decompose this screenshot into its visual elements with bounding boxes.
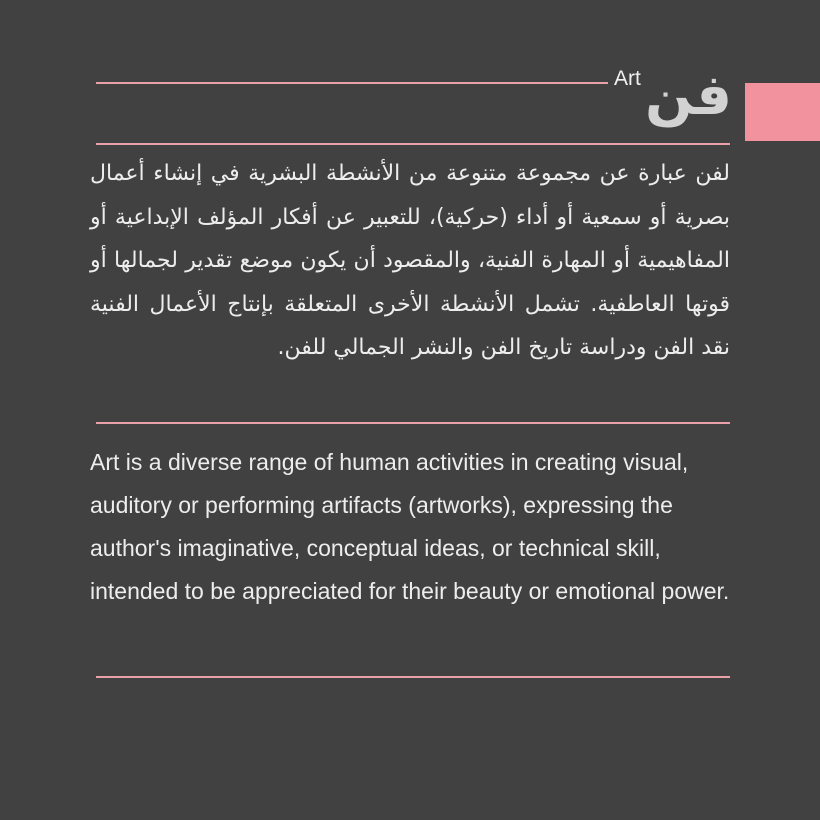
top-divider <box>96 82 608 84</box>
title-arabic: فن <box>644 63 732 128</box>
english-paragraph: Art is a diverse range of human activities in creating visual, auditory or performing artifacts (artworks), expressing the author's imaginative, conceptual ideas, or technical skill, intended to be appreciated for their beauty or emotional power. <box>90 449 730 604</box>
bottom-divider <box>96 676 730 678</box>
divider-under-title <box>96 143 730 145</box>
title-english: Art <box>614 67 641 90</box>
accent-block <box>745 83 820 141</box>
arabic-paragraph: لفن عبارة عن مجموعة متنوعة من الأنشطة البشرية في إنشاء أعمال بصرية أو سمعية أو أداء (حركية)، للتعبير عن أفكار المؤلف الإبداعية أو المفاهيمية أو المهارة الفنية، والمقصود أن يكون موضع تقدير لجمالها أو قوتها العاطفية. تشمل الأنشطة الأخرى المتعلقة بإنتاج الأعمال الفنية نقد الفن ودراسة تاريخ الفن والنشر الجمالي للفن. <box>90 161 730 360</box>
divider-between-paragraphs <box>96 422 730 424</box>
